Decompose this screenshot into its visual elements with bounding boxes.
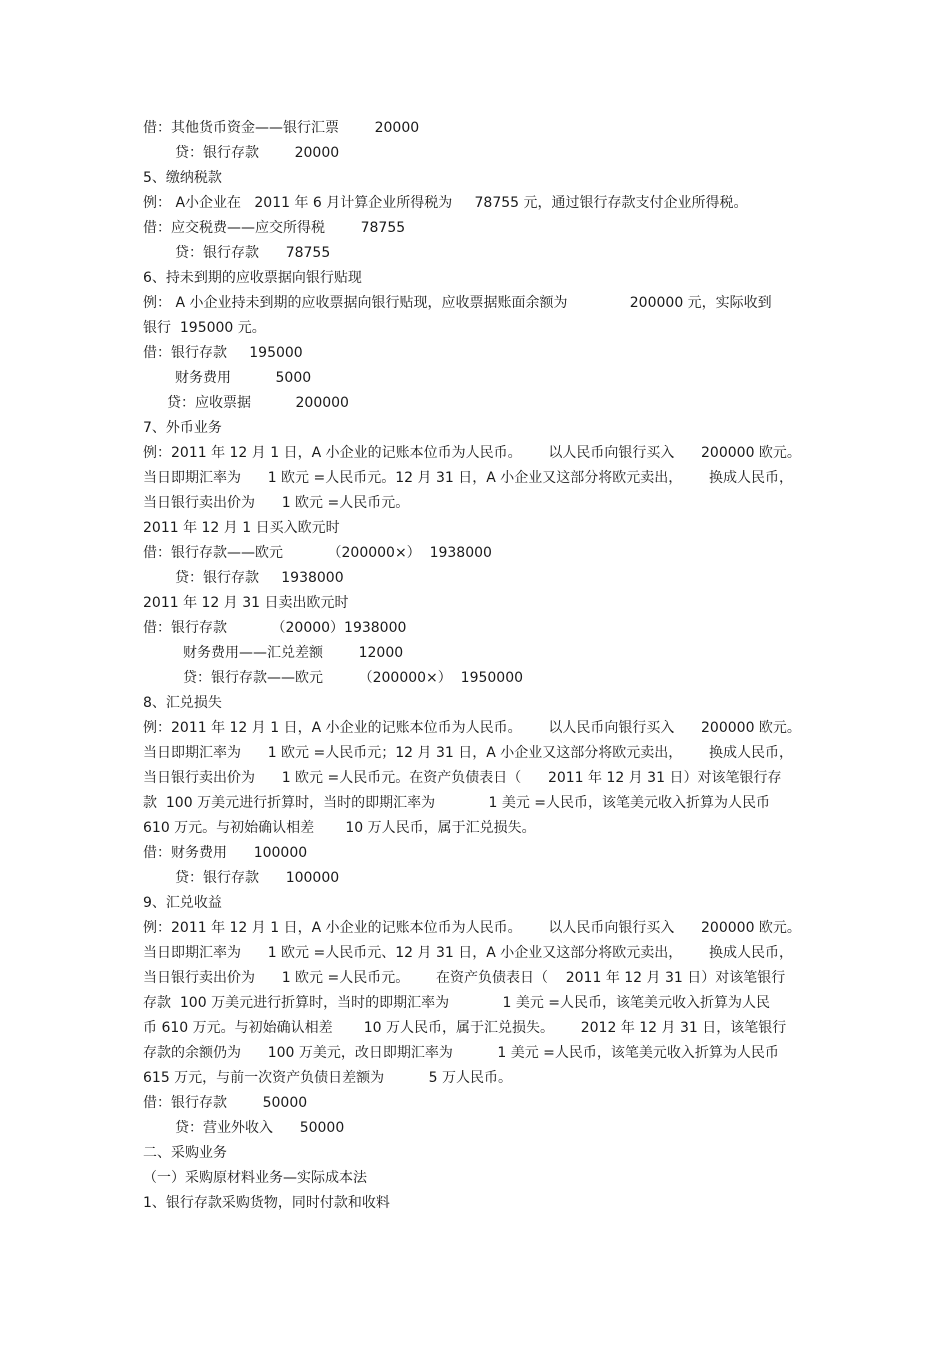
text-line: 借：其他货币资金——银行汇票 20000 bbox=[143, 120, 420, 136]
text-line: 借：银行存款 50000 bbox=[143, 1095, 308, 1111]
section-heading: 8、汇兑损失 bbox=[143, 695, 222, 711]
text-line: 例： A 小企业持未到期的应收票据向银行贴现，应收票据账面余额为 200000 元，实际收到 bbox=[143, 295, 772, 311]
text-line: 借：银行存款——欧元 （200000×） 1938000 bbox=[143, 545, 492, 561]
section-heading: 5、缴纳税款 bbox=[143, 170, 222, 186]
text-line: 当日银行卖出价为 1 欧元 =人民币元。在资产负债表日（ 2011 年 12 月 31 日）对该笔银行存 bbox=[143, 770, 782, 786]
text-line: 存款的余额仍为 100 万美元，改日即期汇率为 1 美元 =人民币，该笔美元收入折算为人民币 bbox=[143, 1045, 779, 1061]
text-line: 2011 年 12 月 31 日卖出欧元时 bbox=[143, 595, 349, 611]
text-line: 财务费用 5000 bbox=[175, 370, 312, 386]
section-heading: 6、持未到期的应收票据向银行贴现 bbox=[143, 270, 362, 286]
text-line: 贷：银行存款——欧元 （200000×） 1950000 bbox=[183, 670, 524, 686]
text-line: 贷：营业外收入 50000 bbox=[175, 1120, 345, 1136]
section-heading: 1、银行存款采购货物，同时付款和收料 bbox=[143, 1195, 390, 1211]
text-line: 款 100 万美元进行折算时，当时的即期汇率为 1 美元 =人民币，该笔美元收入折算为人民币 bbox=[143, 795, 771, 811]
text-line: 币 610 万元。与初始确认相差 10 万人民币，属于汇兑损失。 2012 年 12 月 31 日，该笔银行 bbox=[143, 1020, 787, 1036]
text-line: 贷：应收票据 200000 bbox=[167, 395, 349, 411]
text-line: 借：银行存款 （20000）1938000 bbox=[143, 620, 407, 636]
text-line: 借：应交税费——应交所得税 78755 bbox=[143, 220, 406, 236]
text-line: 贷：银行存款 78755 bbox=[175, 245, 331, 261]
section-heading: 7、外币业务 bbox=[143, 420, 222, 436]
text-line: 贷：银行存款 100000 bbox=[175, 870, 340, 886]
text-line: 例：2011 年 12 月 1 日，A 小企业的记账本位币为人民币。 以人民币向银行买入 200000 欧元。 bbox=[143, 920, 801, 936]
text-line: 615 万元，与前一次资产负债日差额为 5 万人民币。 bbox=[143, 1070, 513, 1086]
text-line: 当日银行卖出价为 1 欧元 =人民币元。 在资产负债表日（ 2011 年 12 月 31 日）对该笔银行 bbox=[143, 970, 786, 986]
section-heading: 二、采购业务 bbox=[143, 1145, 227, 1161]
subsection-heading: （一）采购原材料业务—实际成本法 bbox=[143, 1170, 367, 1186]
text-line: 当日即期汇率为 1 欧元 =人民币元。12 月 31 日，A 小企业又这部分将欧元卖出， 换成人民币， bbox=[143, 470, 793, 486]
text-line: 贷：银行存款 1938000 bbox=[175, 570, 344, 586]
text-line: 借：财务费用 100000 bbox=[143, 845, 308, 861]
text-line: 借：银行存款 195000 bbox=[143, 345, 303, 361]
text-line: 银行 195000 元。 bbox=[143, 320, 266, 336]
text-line: 当日即期汇率为 1 欧元 =人民币元；12 月 31 日，A 小企业又这部分将欧元卖出， 换成人民币， bbox=[143, 745, 793, 761]
text-line: 存款 100 万美元进行折算时，当时的即期汇率为 1 美元 =人民币，该笔美元收入折算为人民 bbox=[143, 995, 771, 1011]
text-line: 2011 年 12 月 1 日买入欧元时 bbox=[143, 520, 340, 536]
text-line: 贷：银行存款 20000 bbox=[175, 145, 340, 161]
text-line: 例：2011 年 12 月 1 日，A 小企业的记账本位币为人民币。 以人民币向银行买入 200000 欧元。 bbox=[143, 445, 801, 461]
section-heading: 9、汇兑收益 bbox=[143, 895, 222, 911]
text-line: 财务费用——汇兑差额 12000 bbox=[183, 645, 404, 661]
text-line: 610 万元。与初始确认相差 10 万人民币，属于汇兑损失。 bbox=[143, 820, 536, 836]
text-line: 当日即期汇率为 1 欧元 =人民币元、12 月 31 日，A 小企业又这部分将欧元卖出， 换成人民币， bbox=[143, 945, 793, 961]
text-line: 例： A小企业在 2011 年 6 月计算企业所得税为 78755 元，通过银行存款支付企业所得税。 bbox=[143, 195, 748, 211]
text-line: 例：2011 年 12 月 1 日，A 小企业的记账本位币为人民币。 以人民币向银行买入 200000 欧元。 bbox=[143, 720, 801, 736]
text-line: 当日银行卖出价为 1 欧元 =人民币元。 bbox=[143, 495, 410, 511]
